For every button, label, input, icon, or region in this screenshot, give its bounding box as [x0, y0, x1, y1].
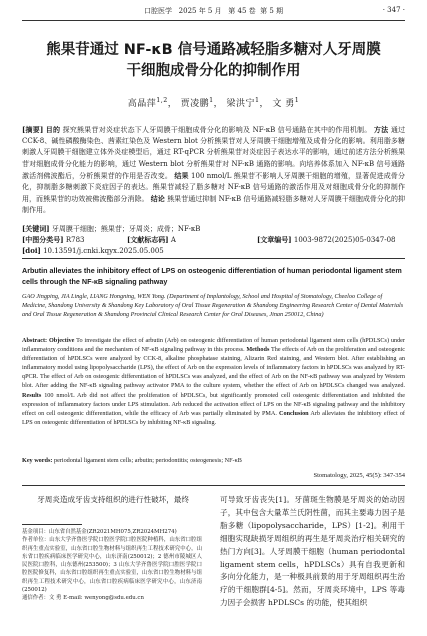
doi-line: [doi] 10.13591/j.cnki.kqyx.2025.05.005: [22, 246, 164, 255]
author-name: 贾凌鹏: [180, 99, 210, 109]
author-name: 文 勇: [272, 99, 295, 109]
corresponding-author-note: 通信作者：文 勇 E-mail: wenyong@sdu.edu.cn: [22, 595, 144, 602]
footnote-block: [22, 528, 202, 603]
author-affiliation-en: GAO Jingping, JIA Lingle, LIANG Hongning, WEN Yong. (Department of Implantology, School and Hospital of Stomatology, Cheeloo College of Medicine, Shandong University & Shandong Key Laboratory of Oral Tissue Regeneration & Shandong Engineering Research Center of Dental Materials and Oral Tissue Regeneration & Shandong Provincial Clinical Research Center for Oral Diseases, Jinan 250012, China): [22, 293, 404, 318]
body-paragraph: 牙周炎造成牙齿支持组织的进行性破坏，最终: [37, 495, 190, 504]
running-head: [22, 6, 405, 21]
funding-note: 基金项目：山东省自然基金(ZR2021MH075,ZR2024MH274): [22, 529, 177, 535]
article-title-cn: 熊果苷通过 NF-κB 信号通路减轻脂多糖对人牙周膜干细胞成骨分化的抑制作用: [46, 42, 381, 79]
author-name: 高晶萍: [127, 99, 157, 109]
author-list-cn: 高晶萍$^{1,2}$， 贾凌鹏$^1$， 梁洪宁$^1$， 文 勇$^1$: [127, 97, 300, 109]
footnote-rule: [22, 524, 82, 525]
citation-line: Stomatology, 2025, 45(5): 347-354: [313, 472, 405, 479]
abstract-en: Abstract: Objective To investigate the effect of arbutin (Arb) on osteogenic differentiation of human periodontal ligament stem cells (hPDLSCs) under inflammatory conditions and the mechanism of NF-κB signaling pathway in this process. Methods The effects of Arb on the proliferation and osteogenic differentiation of hPDLSCs were analyzed by CCK-8, alkaline phosphatase staining, Alizarin Red staining, and Western blot. After establishing an inflammatory model using lipopolysaccharide (LPS), the effect of Arb on the expression levels of inflammatory factors in hPDLSCs was analyzed by RT-qPCR. The effect of Arb on osteogenic differentiation of hPDLSCs was analyzed, and the effect of Arb on the NF-κB pathway was analyzed by Western blot. After adding the NF-κB signaling pathway activator PMA to the culture system, whether the effect of Arb on hPDLSCs changed was analyzed. Results 100 nmol/L Arb did not affect the proliferation of hPDLSCs, but significantly promoted cell osteogenic differentiation and inhibited the expression of inflammatory factors under LPS stimulation. Arb reduced the activation effect of LPS on the NF-κB signaling pathway and the inhibitory effect on cell osteogenic differentiation, while the efficacy of Arb was partially eliminated by PMA. Conclusion Arb alleviates the inhibitory effect of LPS on osteogenic differentiation of hPDLSCs by inhibiting NF-κB signaling.: [22, 337, 406, 426]
keywords-cn: [关键词] 牙周膜干细胞；熊果苷；牙周炎；成骨；NF-κB: [22, 224, 201, 233]
affiliation-note: 作者单位：山东大学齐鲁医学院口腔医学院口腔医院种植科，山东省口腔组织再生重点实验室，山东省口腔生物材料与组织再生工程技术研究中心，山东省口腔疾病临床医学研究中心，山东济南(250012)；2 德州市陵城区人民医院口腔科，山东德州(253500)；3 山东大学齐鲁医学院口腔医学院口腔医院修复科，山东省口腔组织再生重点实验室，山东省口腔生物材料与组织再生工程技术研究中心，山东省口腔疾病临床医学研究中心，山东济南(250012): [22, 537, 202, 594]
running-head-journal: 口腔医学 2025 年 5 月 第 45 卷 第 5 期: [143, 7, 284, 15]
page-number: · 347 ·: [382, 6, 405, 14]
divider: [22, 485, 405, 486]
body-column-left: [22, 494, 202, 603]
article-title-en: Arbutin alleviates the inhibitory effect of LPS on osteogenic differentiation of human periodontal ligament stem cells through the NF-κB signaling pathway: [22, 266, 402, 286]
doi-link[interactable]: 10.13591/j.cnki.kqyx.2025.05.005: [43, 247, 164, 255]
abstract-cn: [摘要] 目的 探究熊果苷对炎症状态下人牙周膜干细胞成骨分化的影响及 NF-κB 信号通路在其中的作用机制。 方法 通过 CCK-8、碱性磷酸酶染色、茜素红染色及 Western blot 分析熊果苷对人牙周膜干细胞增殖及成骨分化的影响。利用脂多糖刺激人牙周膜干细胞建立体外炎症模型后，通过 RT-qPCR 分析熊果苷对炎症因子表达水平的影响，通过前述方法分析熊果苷对细胞成骨分化能力的影响，通过 Western blot 分析熊果苷对 NF-κB 通路的影响。向培养体系加入 NF-κB 信号通路激活剂佛波酯后，分析熊果苷的作用是否改变。 结果 100 nmol/L 熊果苷不影响人牙周膜干细胞的增殖，显著促进成骨分化，抑制脂多糖刺激下炎症因子的表达。熊果苷减轻了脂多糖对 NF-κB 信号通路的激活作用及对细胞成骨分化的抑制作用，而熊果苷的功效被佛波酯部分消除。 结论 熊果苷通过抑制 NF-κB 信号通路减轻脂多糖对人牙周膜干细胞成骨分化的抑制作用。: [22, 125, 406, 215]
body-column-right: 可导致牙齿丧失[1]。牙菌斑生物膜是牙周炎的始动因子，其中包含大量革兰氏阴性菌，而其主要毒力因子是脂多糖（lipopolysaccharide，LPS）[1-2]。利用干细胞实现缺损牙周组织的再生是牙周炎治疗相关研究的热门方向[3]。人牙周膜干细胞（human periodontal ligament stem cells，hPDLSCs）具有自我更新和多向分化能力，是一种极具前景的用于牙周组织再生治疗的干细胞群[4-5]。然而，牙周炎环境中，LPS 等毒力因子会损害 hPDLSCs 的功能，使其组织: [220, 495, 405, 608]
classification-row: [中图分类号] R783 [文献标志码] A [文章编号] 1003-9872(2025)05-0347-08: [22, 235, 396, 244]
divider: [22, 258, 405, 259]
keywords-en: Key words: periodontal ligament stem cells; arbutin; periodontitis; osteogenesis; NF-κB: [22, 457, 242, 464]
author-name: 梁洪宁: [226, 99, 256, 109]
